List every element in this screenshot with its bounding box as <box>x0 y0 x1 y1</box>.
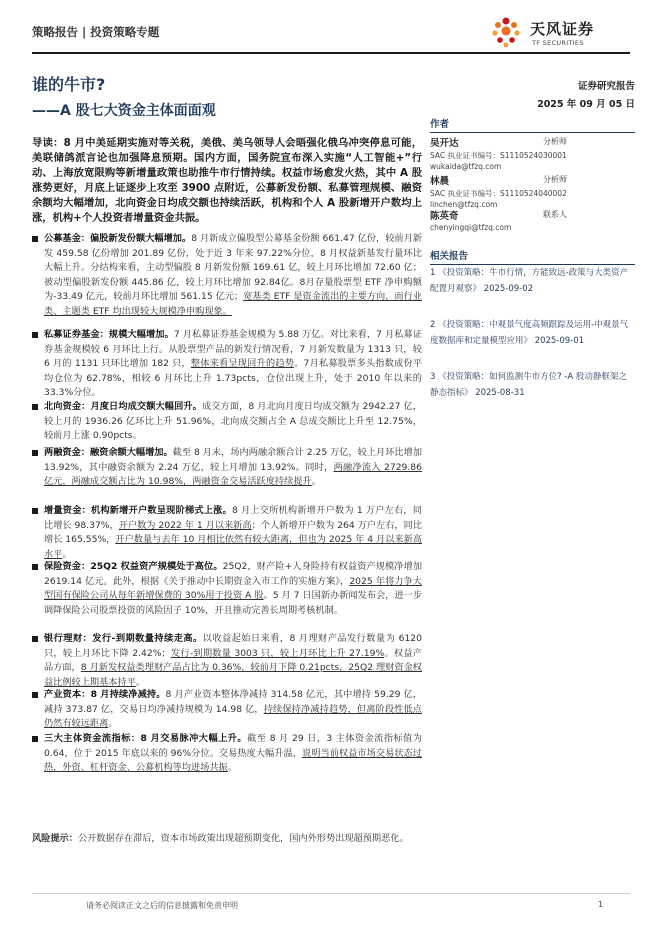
bullet-body: 。 <box>62 548 72 560</box>
author-email[interactable]: wukaida@tfzq.com <box>430 162 502 171</box>
author-role: 分析师 <box>543 137 567 146</box>
author-name: 吴开达 <box>430 138 459 149</box>
bullet-highlight: 开户数为 2022 年 1 月以来新高 <box>118 519 252 531</box>
footer-rule <box>32 893 630 894</box>
bullet-square-icon <box>32 508 38 514</box>
report-category: 策略报告 | 投资策略专题 <box>32 25 160 39</box>
report-type: 证券研究报告 <box>577 81 635 92</box>
related-report-link[interactable]: 2 《投资策略：中观景气度高频跟踪及运用-中观景气度数据库和定量模型应用》 2025-09-01 <box>430 320 629 346</box>
report-date: 2025 年 09 月 05 日 <box>537 99 635 110</box>
bullet-heading: 两融资金：融资余额大幅增加。 <box>44 447 173 458</box>
bullet-heading: 北向资金：月度日均成交额大幅回升。 <box>44 401 202 412</box>
bullet-text <box>44 232 422 319</box>
bullet-highlight: 2025 年将力争大型国有保险公司从每年新增保费的 30%用于投资 A 股 <box>44 575 422 601</box>
bullet-body: 。 <box>135 676 146 688</box>
bullet-highlight: 8 月新发权益类理财产品占比为 0.36%，较前月下降 0.21pcts，25Q2 理财资金权益比例较上期基本持平 <box>44 662 422 688</box>
bullet-text <box>44 688 422 732</box>
bullet-body: 成交方面，8 月北向月度日均成交额为 2942.27 亿，较上月的 1936.26 亿环比上升 51.96%，北向成交额占全 A 总成交额比上升至 12.75%，较前月上涨 0.90pcts。 <box>44 401 422 441</box>
risk-label: 风险提示： <box>32 833 78 844</box>
bullet-body: 截至 8 月末，场内两融余额合计 2.25 万亿，较上月环比增加 13.92%，其中融资余额为 2.24 万亿，较上月增加 13.92%。同时， <box>44 447 423 473</box>
author-email[interactable]: chenyingqi@tfzq.com <box>430 223 512 232</box>
author-role: 分析师 <box>543 175 567 184</box>
logo-cn-text: 天风证券 <box>530 20 595 38</box>
related-reports-heading: 相关报告 <box>430 248 635 265</box>
bullet-text <box>44 632 422 690</box>
bullet-square-icon <box>32 692 38 698</box>
report-title: 谁的牛市? <box>32 75 106 94</box>
bullet-highlight: 宽基类 ETF 是资金流出的主要方向，而行业类、主题类 ETF 均出现较大规模净申购现象。 <box>44 291 422 317</box>
bullet-body: 。 <box>227 762 237 773</box>
bullet-square-icon <box>32 636 38 642</box>
bullet-text <box>44 732 422 776</box>
author-cert: SAC 执业证书编号：S1110524030001 <box>430 151 567 160</box>
page-number: 1 <box>598 900 604 909</box>
bullet-heading: 银行理财：发行-到期数量持续走高。 <box>44 633 203 644</box>
footer-disclaimer: 请务必阅读正文之后的信息披露和免责申明 <box>86 901 238 910</box>
author-cert: SAC 执业证书编号：S1110524040002 <box>430 189 567 198</box>
intro-paragraph: 导读：8 月中美延期实施对等关税，美俄、美乌领导人会晤强化俄乌冲突停息可能，美联储鸽派言论也加强降息预期。国内方面，国务院宣布深入实施“人工智能+”行动、上海放宽限购等新增量政策也助推牛市行情持续。权益市场愈发火热，其中 A 股涨势更好，月底上证逐步上攻至 3900 点附近，公募新发份额、私募管理规模、融资余额均大幅增加，北向资金日均成交额也持续活跃，机构和个人 A 股新增开户数均上涨，机构+个人投资者增量资金共振。 <box>32 137 422 224</box>
bullet-body: 。权益产品方面， <box>44 647 423 673</box>
bullet-heading: 保险资金：25Q2 权益资产规模处于高位。 <box>44 561 223 572</box>
bullet-heading: 公募基金：偏股新发份额大幅增加。 <box>44 233 192 244</box>
risk-warning <box>32 832 422 847</box>
report-subtitle: ——A 股七大资金主体面面观 <box>32 103 216 119</box>
bullet-highlight: 两融净流入 2729.86 亿元，两融成交额占比为 10.98%，两融资金交易活跃度持续提升 <box>44 461 422 487</box>
bullet-body: 以收益起始日来看，8 月理财产品发行数量为 6120 只，较上月环比下降 2.42%； <box>44 633 422 659</box>
bullet-body: 8 月产业资本整体净减持 314.58 亿元，其中增持 59.29 亿，减持 373.87 亿，交易日均净减持规模为 14.98 亿， <box>44 689 423 715</box>
bullet-heading: 私募证券基金：规模大幅增加。 <box>44 329 174 340</box>
bullet-heading: 产业资本：8 月持续净减持。 <box>44 689 166 700</box>
risk-text: 公开数据存在滞后，资本市场政策出现超预期变化，国内外形势出现超预期恶化。 <box>77 833 409 844</box>
bullet-highlight: 整体来看呈现回升的趋势 <box>190 358 295 369</box>
related-report-link[interactable]: 3 《投资策略：如何监测牛市方位? -A 股动静框架之静态指标》 2025-08-31 <box>430 372 627 398</box>
bullet-text <box>44 504 422 562</box>
bullet-text <box>44 560 422 618</box>
bullet-body: 。 <box>108 718 118 729</box>
bullet-highlight: 开户数量与去年 10 月相比依然有较大距离，但也为 2025 年 4 月以来新高水平 <box>44 534 422 560</box>
bullet-square-icon <box>32 236 38 242</box>
logo-mark-icon <box>486 12 526 52</box>
bullet-square-icon <box>32 736 38 742</box>
bullet-square-icon <box>32 564 38 570</box>
bullet-heading: 增量资金：机构新增开户数呈现阶梯式上涨。 <box>44 505 232 516</box>
bullet-body: 。7月私募股票多头指数成份平均仓位为 62.78%，相较 6 月环比上升 1.73pcts，仓位出现上升，处于 2010 年以来的 33.3%分位。 <box>44 358 422 398</box>
author-email[interactable]: linchen@tfzq.com <box>430 200 498 209</box>
bullet-body: 25Q2，财产险+人身险持有权益资产规模净增加 2619.14 亿元。此外，根据《关于推动中长期资金入市工作的实施方案》， <box>44 561 423 587</box>
author-name: 林晨 <box>430 176 450 187</box>
bullet-text <box>44 446 422 490</box>
bullet-highlight: 持续保持净减持趋势，但离阶段性低点仍然有较远距离 <box>44 703 422 729</box>
bullet-square-icon <box>32 404 38 410</box>
authors-heading: 作者 <box>430 116 635 133</box>
bullet-body: 8 月上交所机构新增开户数为 1 万户左右，同比增长 98.37%， <box>44 505 423 531</box>
bullet-highlight: 发行-到期数量 3003 只，较上月环比上升 27.19% <box>170 647 385 659</box>
bullet-square-icon <box>32 450 38 456</box>
bullet-body: 7 月私募证券基金规模为 5.88 万亿。对比来看，7 月私募证券基金规模较 6 月环比上行。从股票型产品的新发行情况看，7 月新发数量为 1313 只，较 6 月的 1131 只环比增加 182 只， <box>44 329 423 369</box>
author-name: 陈英奇 <box>430 211 459 222</box>
author-role: 联系人 <box>543 210 567 219</box>
brand-logo <box>486 12 636 52</box>
related-report-link[interactable]: 1 《投资策略：牛市行情，方能致远-政策与大类资产配置月观察》 2025-09-02 <box>430 268 629 294</box>
bullet-highlight: 说明当前权益市场交易状态过热，外资、杠杆资金、公募机构等均进场共振 <box>44 747 422 773</box>
bullet-text <box>44 328 422 401</box>
bullet-body: 截至 8 月 29 日，3 主体资金流指标值为 0.64，位于 2015 年底以来的 96%分位。交易热度大幅升温， <box>44 733 422 759</box>
bullet-body: 8 月新成立偏股型公募基金份额 661.47 亿份，较前月新发 459.58 亿份增加 201.89 亿份，处于近 3 年来 97.22%分位，8 月权益新基发行量环比大幅上升。分结构来看，主动型偏股 8 月新发份额 169.61 亿，较上月环比增加 72.60 亿；被动型偏股新发份额 445.86 亿，较上月环比增加 92.84亿。8月存量股票型 ETF 净申购额为-33.49 亿元，较前月环比增加 561.15 亿元； <box>44 233 422 302</box>
bullet-square-icon <box>32 332 38 338</box>
bullet-text <box>44 400 422 444</box>
header-rule <box>32 52 630 54</box>
bullet-body: 。5 月 7 日国新办新闻发布会，进一步调降保险公司股票投资的风险因子 10%，开且推动完善长周期考核机制。 <box>44 590 423 616</box>
bullet-body: ；个人新增开户数为 264 万户左右，同比增长 165.55%， <box>44 519 422 545</box>
logo-en-text: TF SECURITIES <box>532 39 584 47</box>
bullet-body: 。 <box>311 476 321 487</box>
bullet-heading: 三大主体资金流指标：8 月交易脉冲大幅上升。 <box>44 733 248 744</box>
